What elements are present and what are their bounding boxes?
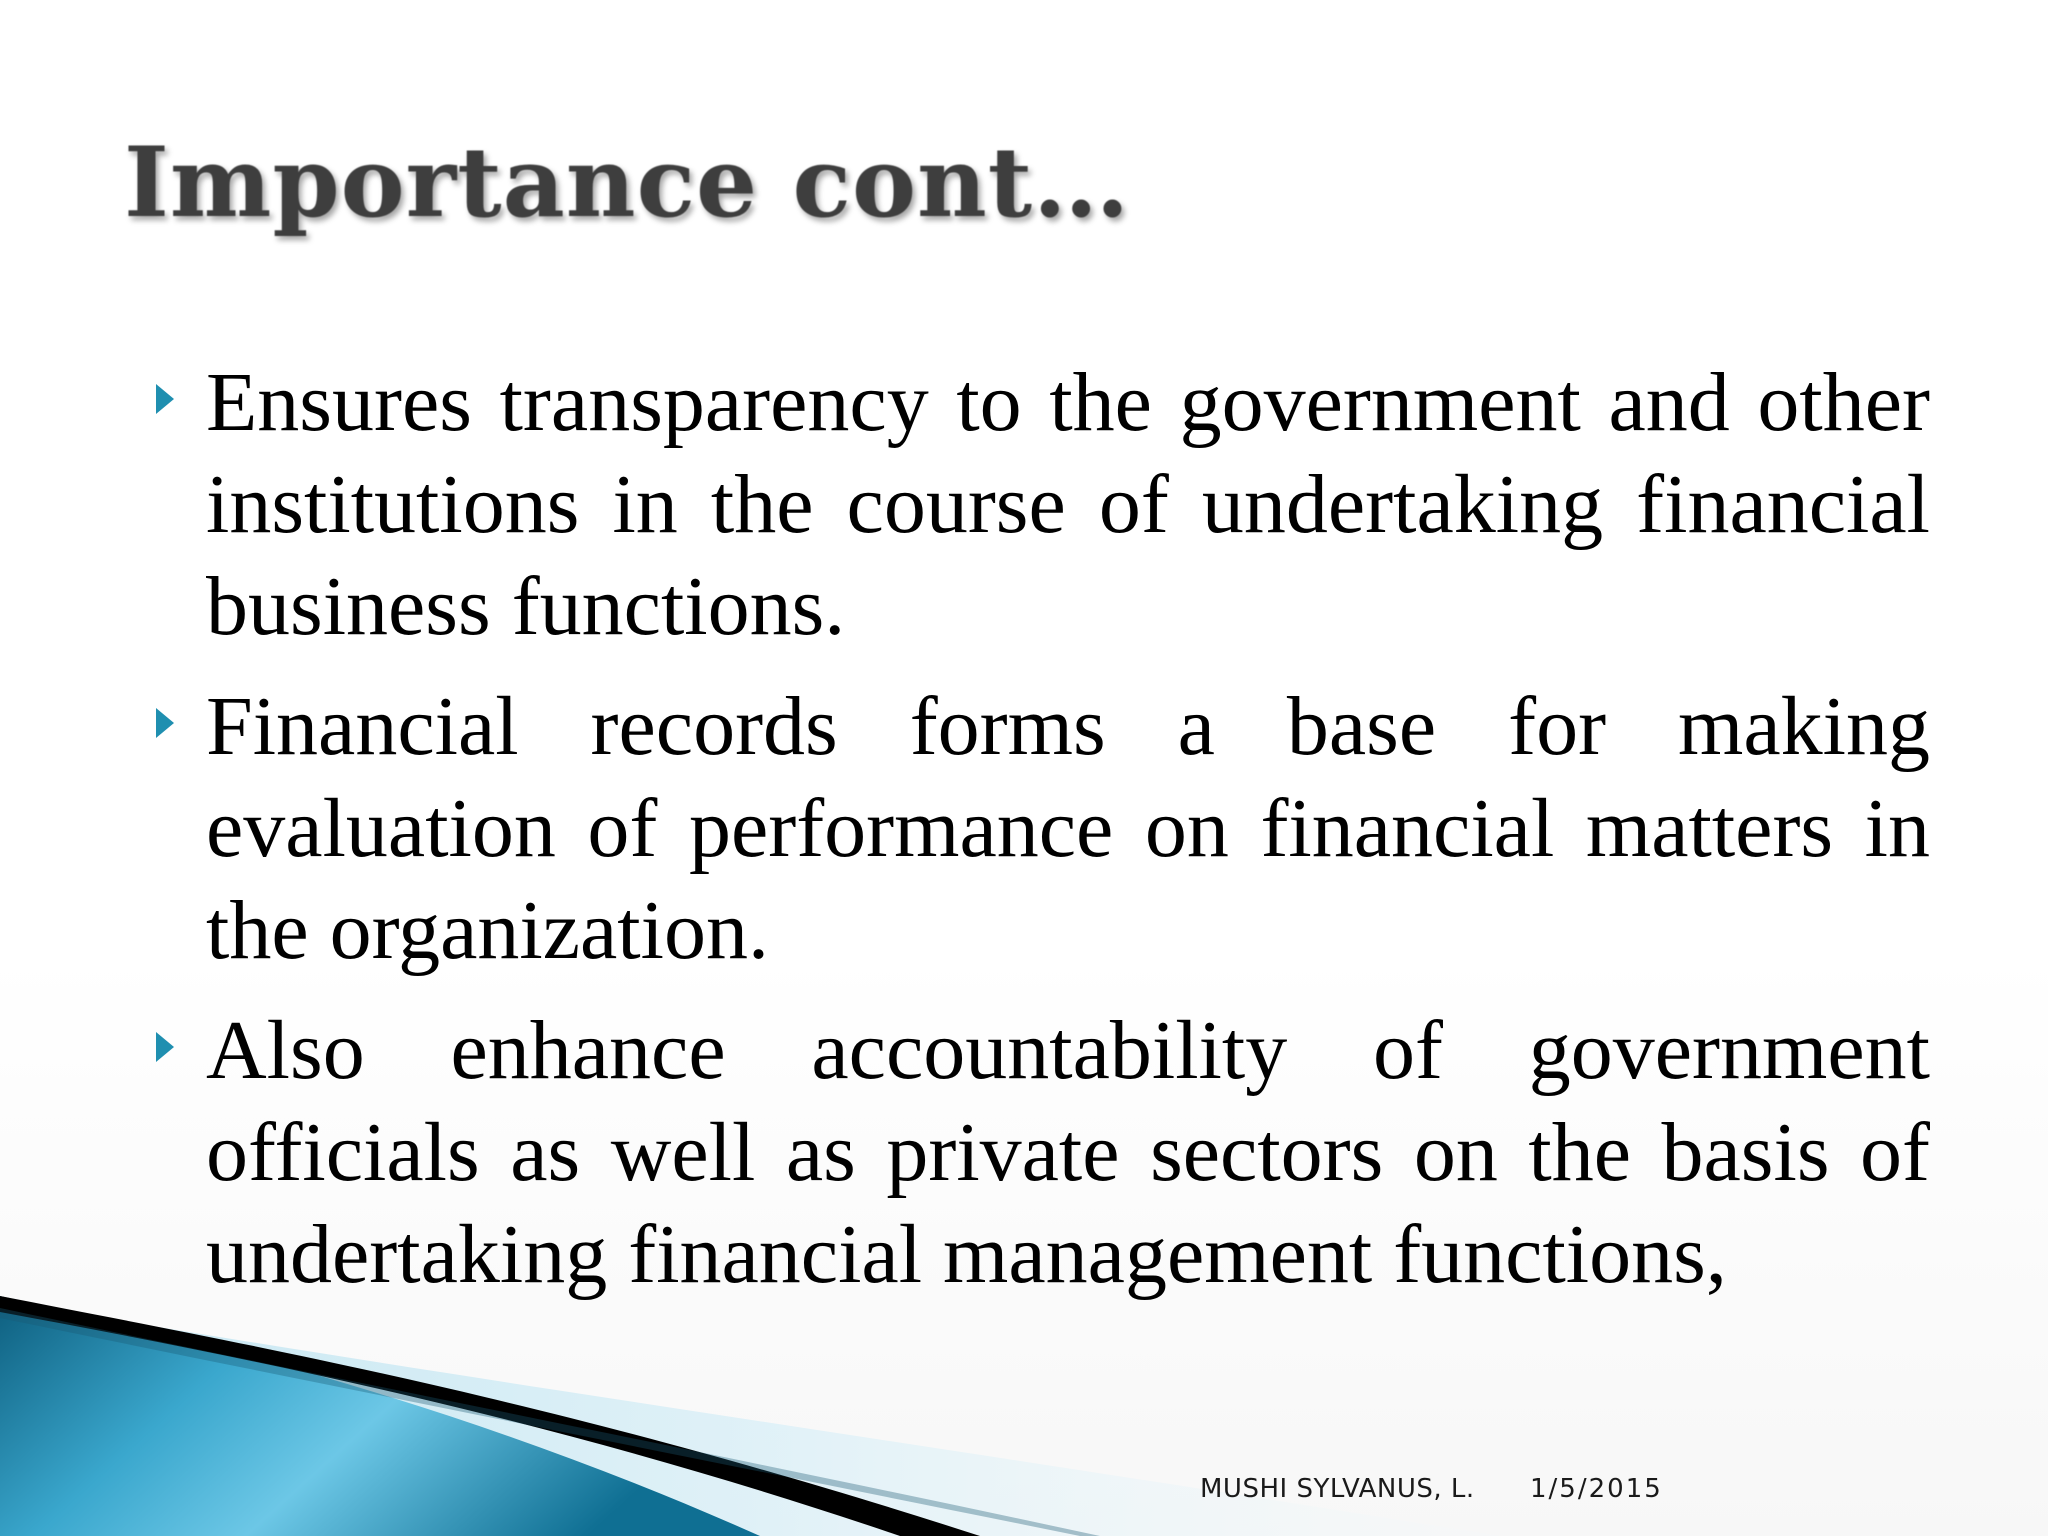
bullet-item: [150, 352, 1930, 658]
bullet-item: [150, 1000, 1930, 1306]
bullet-text: Financial records forms a base for making evaluation of performance on financial matters in the organization.: [206, 680, 1930, 977]
slide-title: Importance cont…: [124, 126, 1131, 239]
bullet-text: Also enhance accountability of government officials as well as private sectors on the basis of undertaking financial management functions,: [206, 1004, 1930, 1301]
bullet-item: [150, 676, 1930, 982]
footer-author: MUSHI SYLVANUS, L.: [1200, 1474, 1475, 1504]
triangle-right-icon: [150, 1000, 206, 1100]
footer-date: 1/5/2015: [1530, 1474, 1663, 1504]
triangle-right-icon: [150, 352, 206, 452]
bullet-list: [150, 352, 1930, 1324]
bullet-text: Ensures transparency to the government and other institutions in the course of undertaking financial business functions.: [206, 356, 1930, 653]
triangle-right-icon: [150, 676, 206, 776]
